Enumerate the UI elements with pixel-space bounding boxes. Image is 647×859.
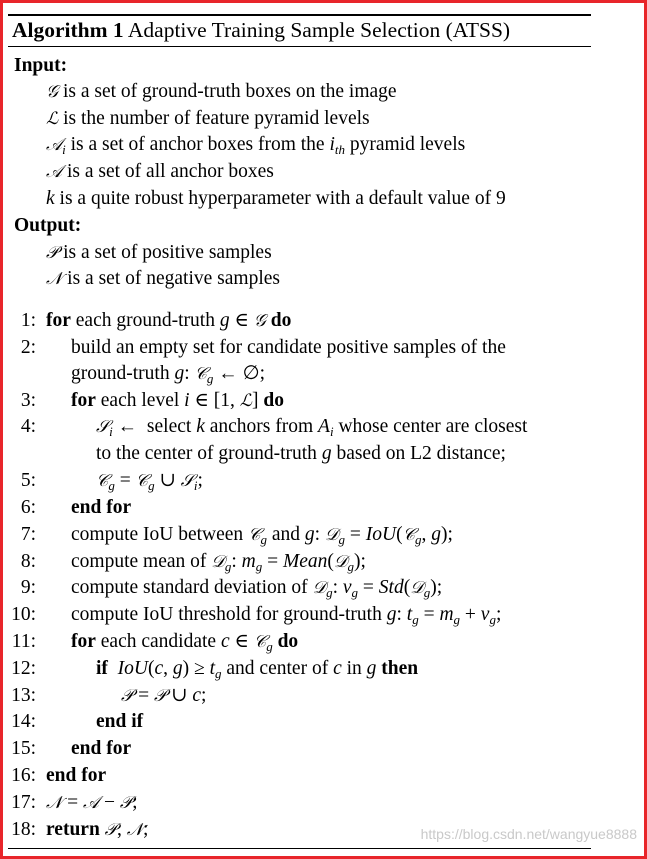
input-item-k: k is a quite robust hyperparameter with a default value of 9: [46, 188, 506, 209]
step-number: 11:: [11, 631, 36, 652]
step-6: end for: [71, 497, 132, 518]
step-15: end for: [71, 738, 132, 759]
step-3: for each level i ∈ [1, ℒ] do: [71, 390, 284, 411]
bottom-rule: [8, 848, 591, 849]
step-13: 𝒫 = 𝒫 ∪ c;: [121, 685, 207, 706]
step-number: 5:: [20, 470, 36, 491]
step-number: 10:: [11, 604, 36, 625]
step-12: if IoU(c, $g) \ge t_g$ and center of c in g then: [96, 658, 419, 681]
step-number: 7:: [20, 524, 36, 545]
step-number: 13:: [11, 685, 36, 706]
step-4: 𝒮$_i$ ← select k anchors from $A_i$ whose center are closest: [96, 416, 528, 439]
step-8: compute mean of 𝒟$_g$: $m_g$ = Mean(𝒟$_g$);: [71, 551, 366, 574]
algorithm-name: Adaptive Training Sample Selection (ATSS): [127, 18, 511, 42]
step-number: 1:: [20, 310, 36, 331]
input-item-l: ℒ is the number of feature pyramid levels: [46, 108, 370, 129]
step-number: 6:: [20, 497, 36, 518]
step-2-cont: ground-truth g: 𝒞$_g$ ← ∅;: [71, 363, 266, 386]
step-9: compute standard deviation of 𝒟$_g$: $v_g$ = Std(𝒟$_g$);: [71, 577, 443, 600]
step-16: end for: [46, 765, 107, 786]
step-number: 8:: [20, 551, 36, 572]
input-item-g: 𝒢 is a set of ground-truth boxes on the image: [46, 81, 397, 102]
step-18: return 𝒫, 𝒩;: [46, 819, 149, 840]
step-11: for each candidate c ∈ 𝒞$_g$ do: [71, 631, 299, 654]
output-item-n: 𝒩 is a set of negative samples: [46, 268, 280, 289]
step-number: 2:: [20, 337, 36, 358]
title-rule: [8, 46, 591, 47]
step-number: 4:: [20, 416, 36, 437]
input-item-ai: 𝒜$_i$ is a set of anchor boxes from the $i_{th}$ pyramid levels: [46, 134, 466, 157]
step-5: 𝒞$_g$ = 𝒞$_g$ ∪ 𝒮$_i$;: [96, 470, 203, 493]
output-heading: Output:: [14, 215, 82, 236]
step-number: 12:: [11, 658, 36, 679]
step-number: 15:: [11, 738, 36, 759]
step-10: compute IoU threshold for ground-truth g: $t_g = m_g + v_g$;: [71, 604, 502, 627]
step-14: end if: [96, 711, 144, 732]
step-number: 3:: [20, 390, 36, 411]
step-number: 16:: [11, 765, 36, 786]
step-1: for each ground-truth g ∈ 𝒢 do: [46, 310, 292, 331]
input-heading: Input:: [14, 55, 68, 76]
step-7: compute IoU between 𝒞$_g$ and g: 𝒟$_g$ = IoU(𝒞$_g$, g);: [71, 524, 453, 547]
output-item-p: 𝒫 is a set of positive samples: [46, 242, 272, 263]
watermark: https://blog.csdn.net/wangyue8888: [420, 826, 637, 842]
step-number: 17:: [11, 792, 36, 813]
step-2: build an empty set for candidate positive samples of the: [71, 337, 506, 358]
step-number: 14:: [11, 711, 36, 732]
algorithm-title: [12, 16, 510, 44]
step-number: 9:: [20, 577, 36, 598]
step-17: 𝒩 = 𝒜 − 𝒫;: [46, 792, 138, 813]
step-number: 18:: [11, 819, 36, 840]
step-4-cont: to the center of ground-truth g based on L2 distance;: [96, 443, 506, 464]
input-item-a: 𝒜 is a set of all anchor boxes: [46, 161, 274, 182]
algorithm-label: Algorithm 1: [12, 18, 124, 42]
